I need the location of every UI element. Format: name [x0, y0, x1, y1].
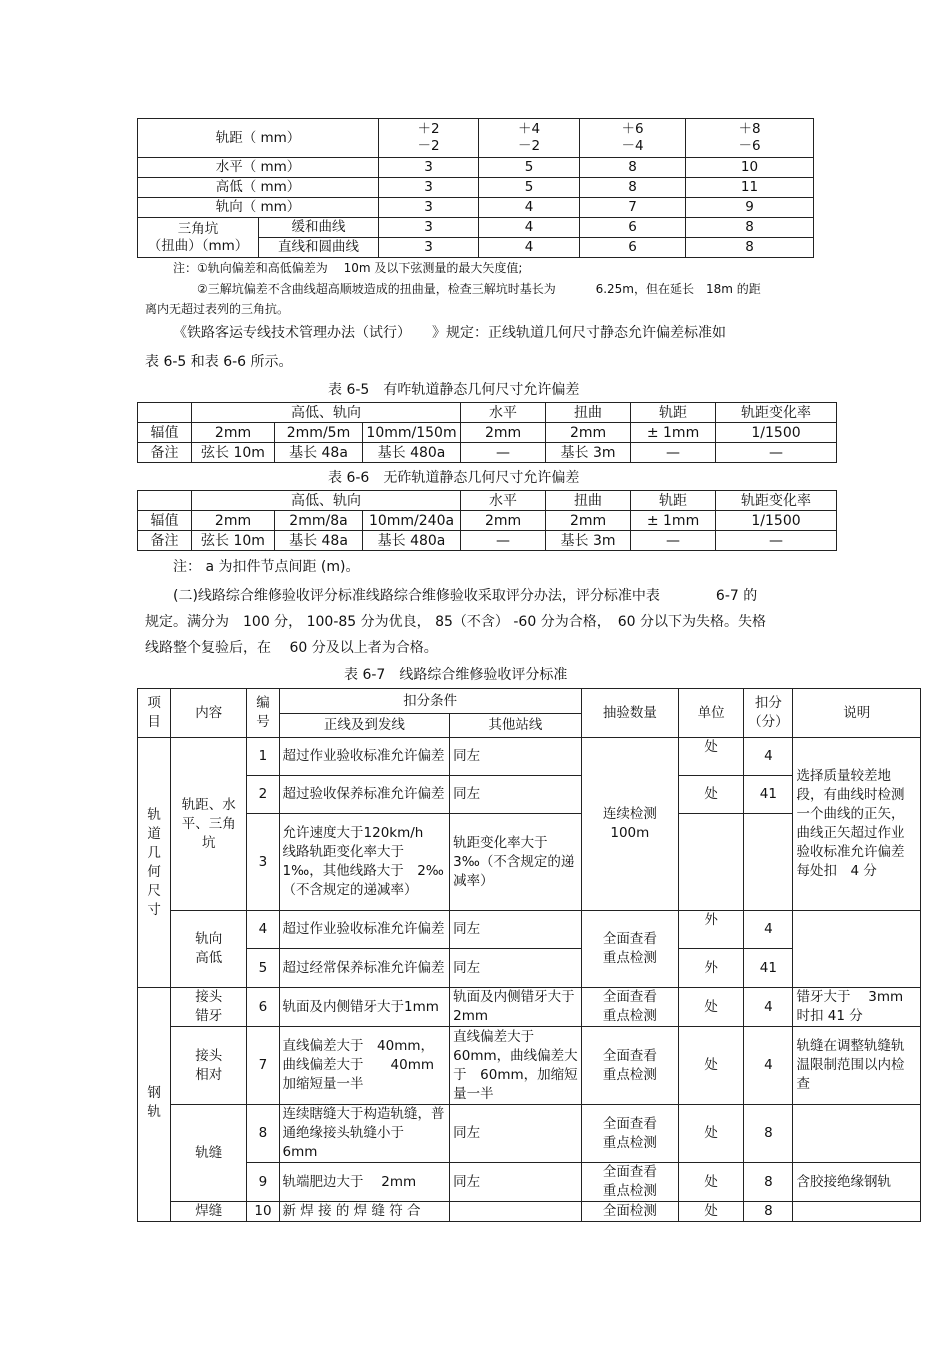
paragraph-line: 表 6-5 和表 6-6 所示。	[145, 354, 293, 370]
note-line: 注：①轨向偏差和高低偏差为 10m 及以下弦测量的最大矢度值;	[173, 261, 523, 275]
score: 41	[744, 949, 793, 988]
main-condition: 轨面及内侧错牙大于1mm	[279, 988, 450, 1027]
cell: 弦长 10m	[192, 531, 275, 551]
score: 8	[744, 1163, 793, 1202]
quantity: 全面检测	[581, 1202, 678, 1222]
header: 正线及到发线	[279, 714, 450, 738]
cell: 4	[479, 198, 580, 218]
unit: 外	[679, 911, 744, 949]
sub-label: 缓和曲线	[259, 218, 379, 238]
cell: —	[461, 531, 546, 551]
other-condition: 直线偏差大于60mm，曲线偏差大于 60mm，加缩短量一半	[450, 1027, 582, 1105]
quantity: 全面查看 重点检测	[581, 1027, 678, 1105]
cell: 2mm/8a	[275, 511, 363, 531]
quantity: 全面查看 重点检测	[581, 1105, 678, 1163]
cell: 2mm	[546, 511, 631, 531]
unit: 处	[679, 988, 744, 1027]
item-no: 9	[247, 1163, 279, 1202]
paragraph-line: 《铁路客运专线技术管理办法（试行） 》规定：正线轨道几何尺寸静态允许偏差标准如	[173, 325, 726, 341]
header: 单位	[679, 689, 744, 738]
header: 抽验数量	[581, 689, 678, 738]
cell: 3	[379, 218, 479, 238]
other-condition: 同左	[450, 1105, 582, 1163]
header: 轨距变化率	[716, 403, 837, 423]
table-6-7	[137, 688, 921, 1222]
cell: 6	[580, 218, 686, 238]
header: 水平	[461, 403, 546, 423]
row-label: 水平（ mm）	[138, 158, 379, 178]
unit: 处	[679, 1027, 744, 1105]
header: 高低、轨向	[192, 403, 461, 423]
description	[793, 1105, 921, 1163]
cell: 7	[580, 198, 686, 218]
cell: 9	[686, 198, 814, 218]
cell: 3	[379, 158, 479, 178]
quantity: 全面查看 重点检测	[581, 1163, 678, 1202]
cell: 10mm/240a	[363, 511, 461, 531]
other-condition: 同左	[450, 1163, 582, 1202]
quantity: 连续检测 100m	[581, 738, 678, 911]
cell: 8	[580, 158, 686, 178]
cell: 基长 48a	[275, 443, 363, 463]
unit	[679, 814, 744, 911]
unit: 外	[679, 949, 744, 988]
header: 扭曲	[546, 491, 631, 511]
main-condition: 轨端肥边大于 2mm	[279, 1163, 450, 1202]
header: 水平	[461, 491, 546, 511]
cell: ＋4 －2	[479, 119, 580, 158]
unit: 处	[679, 1202, 744, 1222]
header: 轨距变化率	[716, 491, 837, 511]
description: 选择质量较差地段，有曲线时检测一个曲线的正矢，曲线正矢超过作业验收标准允许偏差每处扣 4 分	[793, 738, 921, 911]
unit: 处	[679, 776, 744, 814]
row-label: 轨距（ mm）	[138, 119, 379, 158]
table-6-6	[137, 490, 837, 551]
main-condition: 超过经常保养标准允许偏差	[279, 949, 450, 988]
cell: 8	[686, 218, 814, 238]
other-condition: 轨距变化率大于 3‰（不含规定的递减率）	[450, 814, 582, 911]
main-condition: 超过作业验收标准允许偏差	[279, 738, 450, 776]
cell: 弦长 10m	[192, 443, 275, 463]
cell: ＋6 －4	[580, 119, 686, 158]
cell: ± 1mm	[631, 511, 716, 531]
paragraph-line: 线路整个复验后，在 60 分及以上者为合格。	[145, 640, 438, 656]
content: 轨缝	[171, 1105, 247, 1202]
description: 轨缝在调整轨缝轨温限制范围以内检查	[793, 1027, 921, 1105]
cell: 3	[379, 238, 479, 258]
row-label: 三角坑 （扭曲）（mm）	[138, 218, 259, 258]
score: 8	[744, 1202, 793, 1222]
cell: 5	[479, 158, 580, 178]
content: 焊缝	[171, 1202, 247, 1222]
row-label: 轨向（ mm）	[138, 198, 379, 218]
table-caption: 表 6-6 无砟轨道静态几何尺寸允许偏差	[328, 470, 580, 486]
header: 高低、轨向	[192, 491, 461, 511]
cell: 4	[479, 218, 580, 238]
item-no: 2	[247, 776, 279, 814]
cell: 3	[379, 178, 479, 198]
other-condition: 同左	[450, 776, 582, 814]
main-condition: 允许速度大于120km/h 线路轨距变化率大于 1‰，其他线路大于 2‰（不含规定的递减率）	[279, 814, 450, 911]
cell: 10mm/150m	[363, 423, 461, 443]
cell: ＋8 －6	[686, 119, 814, 158]
cell: 1/1500	[716, 423, 837, 443]
item-no: 10	[247, 1202, 279, 1222]
paragraph-line: (二)线路综合维修验收评分标准线路综合维修验收采取评分办法，评分标准中表 6-7 的	[173, 588, 758, 604]
row-label: 辐值	[138, 511, 192, 531]
unit: 处	[679, 738, 744, 776]
cell: 5	[479, 178, 580, 198]
cell: 基长 3m	[546, 531, 631, 551]
item-no: 1	[247, 738, 279, 776]
header: 轨距	[631, 403, 716, 423]
cell: 1/1500	[716, 511, 837, 531]
header: 扣分条件	[279, 689, 581, 714]
unit: 处	[679, 1163, 744, 1202]
score: 4	[744, 988, 793, 1027]
cell: 基长 480a	[363, 531, 461, 551]
score	[744, 814, 793, 911]
cell: —	[461, 443, 546, 463]
cell: ± 1mm	[631, 423, 716, 443]
cell: 2mm	[461, 511, 546, 531]
header: 其他站线	[450, 714, 582, 738]
header: 说明	[793, 689, 921, 738]
cell: 2mm	[461, 423, 546, 443]
content: 接头 相对	[171, 1027, 247, 1105]
cell: 基长 3m	[546, 443, 631, 463]
cell: 6	[580, 238, 686, 258]
cell: 基长 480a	[363, 443, 461, 463]
description: 含胶接绝缘钢轨	[793, 1163, 921, 1202]
cell: —	[631, 531, 716, 551]
description	[793, 1202, 921, 1222]
content: 轨距、水 平、三角 坑	[171, 738, 247, 911]
header: 扭曲	[546, 403, 631, 423]
main-condition: 超过验收保养标准允许偏差	[279, 776, 450, 814]
header: 编 号	[247, 689, 279, 738]
main-condition: 新 焊 接 的 焊 缝 符 合	[279, 1202, 450, 1222]
cell: 2mm	[192, 511, 275, 531]
other-condition: 同左	[450, 911, 582, 949]
cell: 10	[686, 158, 814, 178]
item-no: 3	[247, 814, 279, 911]
cell: 11	[686, 178, 814, 198]
main-condition: 连续瞎缝大于构造轨缝，普通绝缘接头轨缝小于 6mm	[279, 1105, 450, 1163]
cell: 2mm/5m	[275, 423, 363, 443]
cell: —	[716, 531, 837, 551]
item-no: 8	[247, 1105, 279, 1163]
table-caption: 表 6-7 线路综合维修验收评分标准	[344, 667, 568, 683]
quantity: 全面查看 重点检测	[581, 988, 678, 1027]
table-caption: 表 6-5 有咋轨道静态几何尺寸允许偏差	[328, 382, 580, 398]
score: 4	[744, 1027, 793, 1105]
cell: 基长 48a	[275, 531, 363, 551]
note-line: 离内无超过表列的三角抗。	[145, 302, 290, 316]
cell: —	[631, 443, 716, 463]
content: 接头 错牙	[171, 988, 247, 1027]
cell: 8	[580, 178, 686, 198]
cell: ＋2 －2	[379, 119, 479, 158]
main-condition: 超过作业验收标准允许偏差	[279, 911, 450, 949]
cell: 4	[479, 238, 580, 258]
content: 轨向 高低	[171, 911, 247, 988]
category: 轨 道 几 何 尺 寸	[138, 738, 171, 988]
note-line: 注： a 为扣件节点间距 (m)。	[173, 559, 360, 575]
item-no: 6	[247, 988, 279, 1027]
quantity: 全面查看 重点检测	[581, 911, 678, 988]
cell: —	[716, 443, 837, 463]
sub-label: 直线和圆曲线	[259, 238, 379, 258]
row-label: 备注	[138, 531, 192, 551]
description: 错牙大于 3mm 时扣 41 分	[793, 988, 921, 1027]
category: 钢 轨	[138, 988, 171, 1222]
item-no: 4	[247, 911, 279, 949]
item-no: 5	[247, 949, 279, 988]
other-condition	[450, 1202, 582, 1222]
paragraph-line: 规定。满分为 100 分， 100-85 分为优良， 85（不含） -60 分为合格， 60 分以下为失格。失格	[145, 614, 766, 630]
row-label: 高低（ mm）	[138, 178, 379, 198]
other-condition: 同左	[450, 949, 582, 988]
other-condition: 轨面及内侧错牙大于 2mm	[450, 988, 582, 1027]
score: 4	[744, 738, 793, 776]
cell: 2mm	[546, 423, 631, 443]
other-condition: 同左	[450, 738, 582, 776]
score: 4	[744, 911, 793, 949]
header: 轨距	[631, 491, 716, 511]
row-label: 辐值	[138, 423, 192, 443]
header: 扣分 （分）	[744, 689, 793, 738]
tolerance-table	[137, 118, 814, 258]
score: 41	[744, 776, 793, 814]
table-6-5	[137, 402, 837, 463]
main-condition: 直线偏差大于 40mm，曲线偏差大于 40mm 加缩短量一半	[279, 1027, 450, 1105]
header: 项 目	[138, 689, 171, 738]
unit: 处	[679, 1105, 744, 1163]
cell: 2mm	[192, 423, 275, 443]
cell: 8	[686, 238, 814, 258]
note-line: ②三解坑偏差不含曲线超高顺坡造成的扭曲量，检查三解坑时基长为 6.25m，但在延长 18m 的距	[197, 282, 761, 296]
item-no: 7	[247, 1027, 279, 1105]
row-label: 备注	[138, 443, 192, 463]
header: 内容	[171, 689, 247, 738]
score: 8	[744, 1105, 793, 1163]
cell: 3	[379, 198, 479, 218]
